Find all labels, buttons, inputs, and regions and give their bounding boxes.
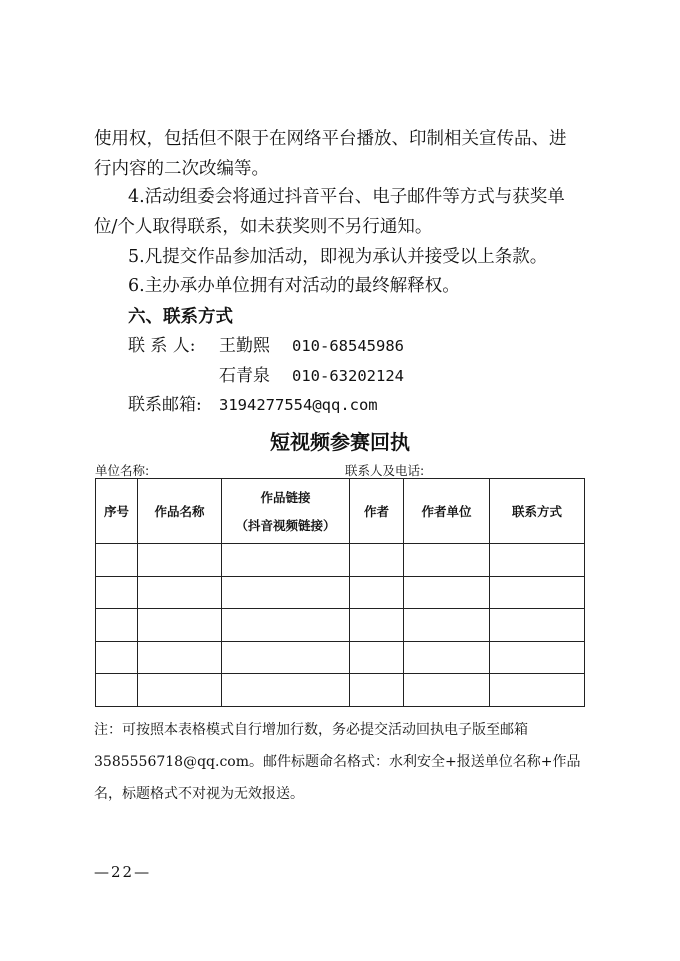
table-row xyxy=(96,641,585,674)
item-4-line-2: 位/个人取得联系，如未获奖则不另行通知。 xyxy=(94,217,433,237)
table-row xyxy=(96,544,585,577)
col-header-index: 序号 xyxy=(96,479,138,544)
submission-note: 注：可按照本表格模式自行增加行数，务必提交活动回执电子版至邮箱3585556718@qq.com。邮件标题命名格式：水利安全+报送单位名称+作品名，标题格式不对视为无效报送。 xyxy=(94,722,581,802)
unit-name-label: 单位名称: xyxy=(95,463,150,478)
table-cell[interactable] xyxy=(96,576,138,609)
table-cell[interactable] xyxy=(96,674,138,707)
table-cell[interactable] xyxy=(138,544,222,577)
receipt-table xyxy=(95,478,585,707)
table-cell[interactable] xyxy=(350,609,404,642)
contact-1-phone: 010-68545986 xyxy=(292,337,404,355)
table-cell[interactable] xyxy=(350,544,404,577)
unit-name-blank[interactable] xyxy=(159,465,255,479)
table-cell[interactable] xyxy=(350,674,404,707)
table-row xyxy=(96,609,585,642)
table-cell[interactable] xyxy=(96,609,138,642)
table-cell[interactable] xyxy=(222,544,350,577)
table-row xyxy=(96,576,585,609)
contact-label: 联 系 人: xyxy=(128,336,196,356)
table-cell[interactable] xyxy=(96,544,138,577)
table-cell[interactable] xyxy=(404,576,490,609)
body-line-2: 行内容的二次改编等。 xyxy=(94,159,269,179)
table-cell[interactable] xyxy=(490,544,585,577)
contact-phone-blank[interactable] xyxy=(434,465,546,479)
table-cell[interactable] xyxy=(490,674,585,707)
item-5: 5.凡提交作品参加活动，即视为承认并接受以上条款。 xyxy=(128,247,548,267)
contact-phone-label: 联系人及电话: xyxy=(345,463,425,478)
table-cell[interactable] xyxy=(138,576,222,609)
work-link-sublabel: （抖音视频链接） xyxy=(235,518,336,533)
table-cell[interactable] xyxy=(222,609,350,642)
table-cell[interactable] xyxy=(350,576,404,609)
table-cell[interactable] xyxy=(404,544,490,577)
table-cell[interactable] xyxy=(404,609,490,642)
table-cell[interactable] xyxy=(222,674,350,707)
table-cell[interactable] xyxy=(96,641,138,674)
receipt-form-title: 短视频参赛回执 xyxy=(270,430,410,454)
table-cell[interactable] xyxy=(138,609,222,642)
table-header-row xyxy=(96,479,585,544)
table-cell[interactable] xyxy=(138,641,222,674)
col-header-work-link xyxy=(222,479,350,544)
section-heading-contact: 六、联系方式 xyxy=(128,307,233,327)
contact-phone-field[interactable] xyxy=(345,461,546,479)
col-header-contact: 联系方式 xyxy=(490,479,585,544)
contact-email[interactable]: 3194277554@qq.com xyxy=(219,396,378,414)
table-cell[interactable] xyxy=(490,576,585,609)
table-cell[interactable] xyxy=(222,641,350,674)
table-row xyxy=(96,674,585,707)
table-cell[interactable] xyxy=(138,674,222,707)
table-cell[interactable] xyxy=(490,609,585,642)
item-6: 6.主办承办单位拥有对活动的最终解释权。 xyxy=(128,276,460,296)
email-label: 联系邮箱: xyxy=(128,395,202,415)
col-header-author: 作者 xyxy=(350,479,404,544)
contact-2-name: 石青泉 xyxy=(219,366,270,386)
table-cell[interactable] xyxy=(350,641,404,674)
table-cell[interactable] xyxy=(404,674,490,707)
page-number: —22— xyxy=(94,863,152,881)
col-header-work-name: 作品名称 xyxy=(138,479,222,544)
contact-2-phone: 010-63202124 xyxy=(292,367,404,385)
table-cell[interactable] xyxy=(404,641,490,674)
work-link-label: 作品链接 xyxy=(260,490,311,505)
item-4-line-1: 4.活动组委会将通过抖音平台、电子邮件等方式与获奖单 xyxy=(128,187,565,207)
table-cell[interactable] xyxy=(490,641,585,674)
body-line-1: 使用权，包括但不限于在网络平台播放、印制相关宣传品、进 xyxy=(94,129,567,149)
unit-name-field[interactable] xyxy=(95,461,255,479)
col-header-author-unit: 作者单位 xyxy=(404,479,490,544)
contact-1-name: 王勤熙 xyxy=(219,336,270,356)
table-cell[interactable] xyxy=(222,576,350,609)
